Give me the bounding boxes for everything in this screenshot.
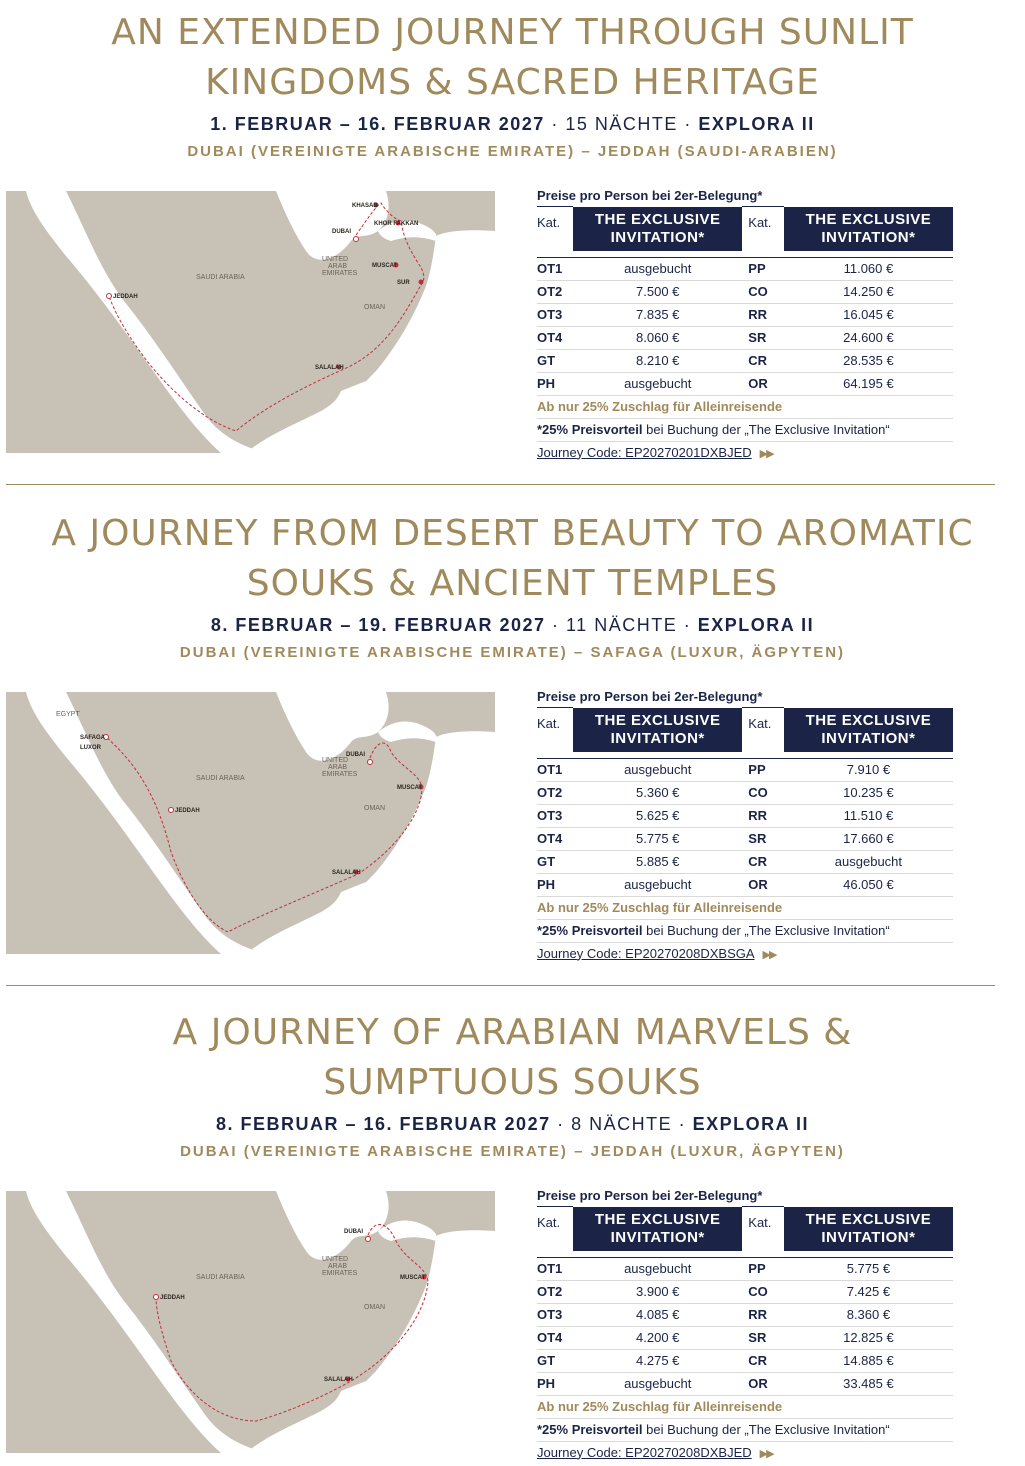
journey-ship: EXPLORA II: [692, 1114, 809, 1134]
price-row: [537, 1349, 953, 1372]
journey-title-line2: SUMPTUOUS SOUKS: [323, 1062, 702, 1103]
category-code: OT2: [537, 781, 573, 804]
kat-header: Kat.: [742, 207, 784, 251]
category-code: CO: [742, 280, 784, 303]
price-value: 4.200 €: [573, 1326, 742, 1349]
map-svg: [6, 1191, 495, 1453]
price-value: ausgebucht: [573, 873, 742, 896]
port-marker: [366, 1237, 371, 1242]
price-value: 11.060 €: [784, 257, 953, 280]
port-marker: [354, 237, 359, 242]
map-label-uae: EMIRATES: [322, 1270, 358, 1277]
persian-gulf: [276, 1191, 389, 1260]
gulf-of-oman: [378, 1221, 437, 1241]
map-label-country: SAUDI ARABIA: [196, 775, 245, 782]
map-label-oman: OMAN: [364, 304, 385, 311]
price-value: 8.210 €: [573, 349, 742, 372]
price-row: [537, 804, 953, 827]
price-panel: [537, 188, 987, 464]
price-value: 4.275 €: [573, 1349, 742, 1372]
price-value: ausgebucht: [573, 372, 742, 395]
price-value: 12.825 €: [784, 1326, 953, 1349]
port-label: MUSCAT: [400, 1275, 426, 1281]
category-code: SR: [742, 326, 784, 349]
price-panel: [537, 1188, 987, 1464]
category-code: OT3: [537, 804, 573, 827]
price-value: 5.885 €: [573, 850, 742, 873]
journey-code-link[interactable]: [537, 442, 987, 464]
discount-note-bold: *25% Preisvorteil: [537, 922, 643, 938]
category-code: PH: [537, 372, 573, 395]
port-marker: [169, 808, 174, 813]
journey-title-line1: AN EXTENDED JOURNEY THROUGH SUNLIT: [111, 12, 914, 53]
price-value: 28.535 €: [784, 349, 953, 372]
route-map: [6, 1191, 495, 1453]
category-code: PH: [537, 1372, 573, 1395]
kat-header: Kat.: [537, 1207, 573, 1251]
journey-date-range: 8. FEBRUAR – 16. FEBRUAR 2027: [216, 1114, 551, 1134]
price-row: [537, 850, 953, 873]
price-value: 7.425 €: [784, 1280, 953, 1303]
journey-code-link[interactable]: [537, 1442, 987, 1464]
category-code: PH: [537, 873, 573, 896]
map-label-uae: ARAB: [328, 263, 348, 270]
journey-title: [0, 509, 1025, 609]
price-value: 46.050 €: [784, 873, 953, 896]
price-value: 3.900 €: [573, 1280, 742, 1303]
price-row: [537, 873, 953, 896]
category-code: RR: [742, 804, 784, 827]
port-label: SAFAGA: [80, 735, 106, 741]
prices-heading: Preise pro Person bei 2er-Belegung*: [537, 188, 763, 203]
port-label: MUSCAT: [372, 263, 398, 269]
map-label-oman: OMAN: [364, 1304, 385, 1311]
journey-dates: [0, 114, 1025, 135]
discount-note: [537, 1419, 953, 1442]
port-label: DUBAI: [344, 1229, 363, 1235]
category-code: OT4: [537, 1326, 573, 1349]
map-svg: [6, 692, 495, 954]
map-svg: [6, 191, 495, 453]
kat-header: Kat.: [742, 708, 784, 752]
price-value: 14.250 €: [784, 280, 953, 303]
map-label-uae: UNITED: [322, 757, 349, 764]
price-value: 5.625 €: [573, 804, 742, 827]
journey-title: [0, 8, 1025, 108]
persian-gulf: [276, 191, 389, 260]
journey-nights: · 11 NÄCHTE ·: [552, 615, 692, 635]
journey-title-line2: SOUKS & ANCIENT TEMPLES: [246, 563, 779, 604]
invitation-header: THE EXCLUSIVE INVITATION*: [784, 1207, 953, 1251]
discount-note-rest: bei Buchung der „The Exclusive Invitation“: [642, 1421, 890, 1437]
port-label: LUXOR: [80, 745, 101, 751]
price-value: ausgebucht: [573, 1257, 742, 1280]
invitation-header: THE EXCLUSIVE INVITATION*: [573, 708, 742, 752]
prices-heading: Preise pro Person bei 2er-Belegung*: [537, 689, 763, 704]
journey-date-range: 8. FEBRUAR – 19. FEBRUAR 2027: [210, 615, 546, 635]
price-row: [537, 257, 953, 280]
journey-code[interactable]: Journey Code: EP20270208DXBSGA: [537, 945, 755, 961]
category-code: CR: [742, 1349, 784, 1372]
port-label: KHASAB: [352, 203, 378, 209]
price-row: [537, 781, 953, 804]
route-map: [6, 692, 495, 954]
journey-code[interactable]: Journey Code: EP20270208DXBJED: [537, 1444, 752, 1460]
price-rows: [537, 1257, 953, 1395]
port-label: JEDDAH: [160, 1295, 185, 1301]
section-divider: [6, 985, 995, 986]
kat-header: Kat.: [537, 708, 573, 752]
price-rows: [537, 758, 953, 896]
map-label-oman: OMAN: [364, 805, 385, 812]
price-value: 11.510 €: [784, 804, 953, 827]
journey-title: [0, 1008, 1025, 1108]
gulf-of-oman: [378, 722, 437, 742]
category-code: PP: [742, 257, 784, 280]
price-table: [537, 707, 953, 897]
port-label: SALALAH: [324, 1377, 353, 1383]
price-value: 8.360 €: [784, 1303, 953, 1326]
category-code: OT3: [537, 1303, 573, 1326]
invitation-header: THE EXCLUSIVE INVITATION*: [573, 1207, 742, 1251]
prices-heading: Preise pro Person bei 2er-Belegung*: [537, 1188, 763, 1203]
category-code: SR: [742, 827, 784, 850]
price-rows: [537, 257, 953, 395]
port-label: JEDDAH: [175, 808, 200, 814]
price-table: [537, 1206, 953, 1396]
journey-nights: · 15 NÄCHTE ·: [551, 114, 692, 134]
price-value: ausgebucht: [573, 257, 742, 280]
price-row: [537, 349, 953, 372]
price-value: 5.775 €: [784, 1257, 953, 1280]
port-marker: [154, 1295, 159, 1300]
port-label: DUBAI: [332, 229, 351, 235]
journey-nights: · 8 NÄCHTE ·: [557, 1114, 687, 1134]
port-label: JEDDAH: [113, 294, 138, 300]
category-code: CR: [742, 349, 784, 372]
journey-title-line2: KINGDOMS & SACRED HERITAGE: [205, 62, 820, 103]
route-map: [6, 191, 495, 453]
price-row: [537, 758, 953, 781]
price-row: [537, 303, 953, 326]
journey-code[interactable]: Journey Code: EP20270201DXBJED: [537, 444, 752, 460]
port-marker: [107, 294, 112, 299]
price-value: 7.910 €: [784, 758, 953, 781]
category-code: OR: [742, 873, 784, 896]
price-value: 17.660 €: [784, 827, 953, 850]
category-code: GT: [537, 850, 573, 873]
journey-code-link[interactable]: [537, 943, 987, 965]
port-label: SALALAH: [315, 365, 344, 371]
journey-route: DUBAI (VEREINIGTE ARABISCHE EMIRATE) – JEDDAH (SAUDI-ARABIEN): [187, 143, 838, 160]
category-code: OR: [742, 372, 784, 395]
invitation-header: THE EXCLUSIVE INVITATION*: [784, 708, 953, 752]
single-supplement-note: Ab nur 25% Zuschlag für Alleinreisende: [537, 897, 953, 920]
price-value: ausgebucht: [784, 850, 953, 873]
price-value: 8.060 €: [573, 326, 742, 349]
invitation-header: THE EXCLUSIVE INVITATION*: [784, 207, 953, 251]
map-label-uae: EMIRATES: [322, 771, 358, 778]
port-label: SUR: [397, 280, 410, 286]
map-label-uae: ARAB: [328, 1263, 348, 1270]
price-table: [537, 206, 953, 396]
red-sea: [26, 692, 266, 954]
price-value: 7.500 €: [573, 280, 742, 303]
journey-title-line1: A JOURNEY OF ARABIAN MARVELS &: [172, 1012, 853, 1053]
price-row: [537, 827, 953, 850]
category-code: SR: [742, 1326, 784, 1349]
price-value: 24.600 €: [784, 326, 953, 349]
port-label: SALALAH: [332, 870, 361, 876]
single-supplement-note: Ab nur 25% Zuschlag für Alleinreisende: [537, 396, 953, 419]
double-arrow-right-icon[interactable]: ▶▶: [759, 1447, 773, 1460]
discount-note-rest: bei Buchung der „The Exclusive Invitation“: [642, 922, 890, 938]
journey-dates: [0, 615, 1025, 636]
journey-route: DUBAI (VEREINIGTE ARABISCHE EMIRATE) – JEDDAH (LUXUR, ÄGPYTEN): [180, 1143, 845, 1160]
category-code: PP: [742, 1257, 784, 1280]
double-arrow-right-icon[interactable]: ▶▶: [759, 447, 773, 460]
category-code: CO: [742, 781, 784, 804]
section-divider: [6, 484, 995, 485]
category-code: OT2: [537, 280, 573, 303]
category-code: OT3: [537, 303, 573, 326]
kat-header: Kat.: [537, 207, 573, 251]
double-arrow-right-icon[interactable]: ▶▶: [762, 948, 776, 961]
category-code: OT4: [537, 827, 573, 850]
price-value: 7.835 €: [573, 303, 742, 326]
map-label-uae: UNITED: [322, 1256, 349, 1263]
price-row: [537, 1326, 953, 1349]
category-code: CR: [742, 850, 784, 873]
category-code: OT1: [537, 1257, 573, 1280]
port-label: DUBAI: [346, 752, 365, 758]
journey-dates: [0, 1114, 1025, 1135]
price-value: ausgebucht: [573, 758, 742, 781]
journey-ship: EXPLORA II: [697, 615, 815, 635]
category-code: RR: [742, 303, 784, 326]
price-value: 10.235 €: [784, 781, 953, 804]
single-supplement-note: Ab nur 25% Zuschlag für Alleinreisende: [537, 1396, 953, 1419]
category-code: OR: [742, 1372, 784, 1395]
price-row: [537, 1372, 953, 1395]
map-label-egypt: EGYPT: [56, 711, 80, 718]
persian-gulf: [276, 692, 389, 761]
category-code: OT2: [537, 1280, 573, 1303]
category-code: OT4: [537, 326, 573, 349]
discount-note-bold: *25% Preisvorteil: [537, 421, 643, 437]
price-value: 64.195 €: [784, 372, 953, 395]
price-row: [537, 1257, 953, 1280]
journey-route: DUBAI (VEREINIGTE ARABISCHE EMIRATE) – SAFAGA (LUXUR, ÄGPYTEN): [179, 644, 846, 661]
port-label: MUSCAT: [397, 785, 423, 791]
category-code: GT: [537, 349, 573, 372]
category-code: PP: [742, 758, 784, 781]
journey-date-range: 1. FEBRUAR – 16. FEBRUAR 2027: [210, 114, 545, 134]
port-marker: [419, 280, 423, 284]
map-label-country: SAUDI ARABIA: [196, 274, 245, 281]
journey-ship: EXPLORA II: [698, 114, 815, 134]
port-marker: [368, 760, 373, 765]
price-row: [537, 1280, 953, 1303]
discount-note: [537, 419, 953, 442]
price-panel: [537, 689, 987, 965]
map-label-uae: ARAB: [328, 764, 348, 771]
price-value: 33.485 €: [784, 1372, 953, 1395]
kat-header: Kat.: [742, 1207, 784, 1251]
map-label-uae: EMIRATES: [322, 270, 358, 277]
map-label-country: SAUDI ARABIA: [196, 1274, 245, 1281]
category-code: CO: [742, 1280, 784, 1303]
red-sea: [26, 1191, 266, 1453]
category-code: GT: [537, 1349, 573, 1372]
journey-title-line1: A JOURNEY FROM DESERT BEAUTY TO AROMATIC: [51, 513, 974, 554]
invitation-header: THE EXCLUSIVE INVITATION*: [573, 207, 742, 251]
price-value: 5.775 €: [573, 827, 742, 850]
price-row: [537, 1303, 953, 1326]
red-sea: [26, 191, 266, 453]
port-label: KHOR FAKKAN: [374, 221, 419, 227]
discount-note-bold: *25% Preisvorteil: [537, 1421, 643, 1437]
category-code: OT1: [537, 758, 573, 781]
map-label-uae: UNITED: [322, 256, 349, 263]
price-value: ausgebucht: [573, 1372, 742, 1395]
discount-note: [537, 920, 953, 943]
price-value: 16.045 €: [784, 303, 953, 326]
price-row: [537, 326, 953, 349]
category-code: RR: [742, 1303, 784, 1326]
discount-note-rest: bei Buchung der „The Exclusive Invitation“: [642, 421, 890, 437]
price-value: 5.360 €: [573, 781, 742, 804]
price-value: 14.885 €: [784, 1349, 953, 1372]
category-code: OT1: [537, 257, 573, 280]
price-row: [537, 372, 953, 395]
price-value: 4.085 €: [573, 1303, 742, 1326]
price-row: [537, 280, 953, 303]
